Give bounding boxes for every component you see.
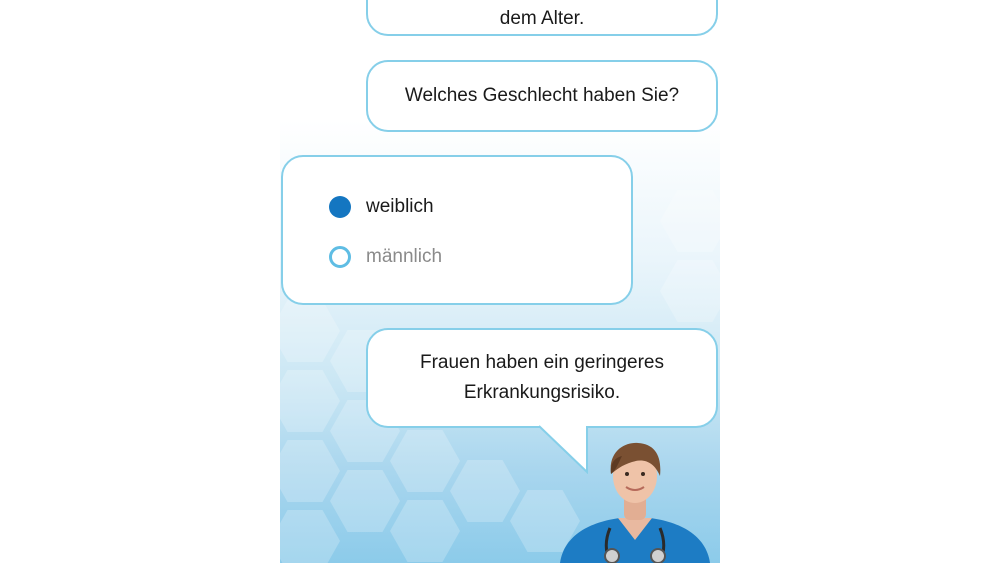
option-label: weiblich (366, 196, 434, 217)
response-line-2: Erkrankungsrisiko. (463, 382, 621, 403)
option-weiblich[interactable] (329, 192, 434, 222)
answer-options-bubble (281, 155, 633, 305)
response-bubble (366, 328, 718, 428)
previous-message-text: dem Alter. (499, 8, 585, 29)
chat-screen (280, 0, 720, 563)
option-label: männlich (366, 246, 443, 267)
hex-pattern (280, 300, 340, 362)
hex-pattern (660, 190, 720, 252)
doctor-avatar (550, 440, 720, 563)
hex-pattern (390, 500, 460, 562)
hex-pattern (280, 370, 340, 432)
radio-filled-icon[interactable] (329, 196, 351, 218)
hex-pattern (280, 440, 340, 502)
hex-pattern (660, 260, 720, 322)
question-text: Welches Geschlecht haben Sie? (404, 85, 680, 106)
response-line-1: Frauen haben ein geringeres (419, 352, 664, 373)
option-maennlich[interactable] (329, 242, 442, 272)
hex-pattern (330, 470, 400, 532)
radio-empty-icon[interactable] (329, 246, 351, 268)
hex-pattern (390, 430, 460, 492)
question-bubble (366, 60, 718, 132)
hex-pattern (450, 460, 520, 522)
previous-message-bubble (366, 0, 718, 36)
hex-pattern (280, 510, 340, 563)
